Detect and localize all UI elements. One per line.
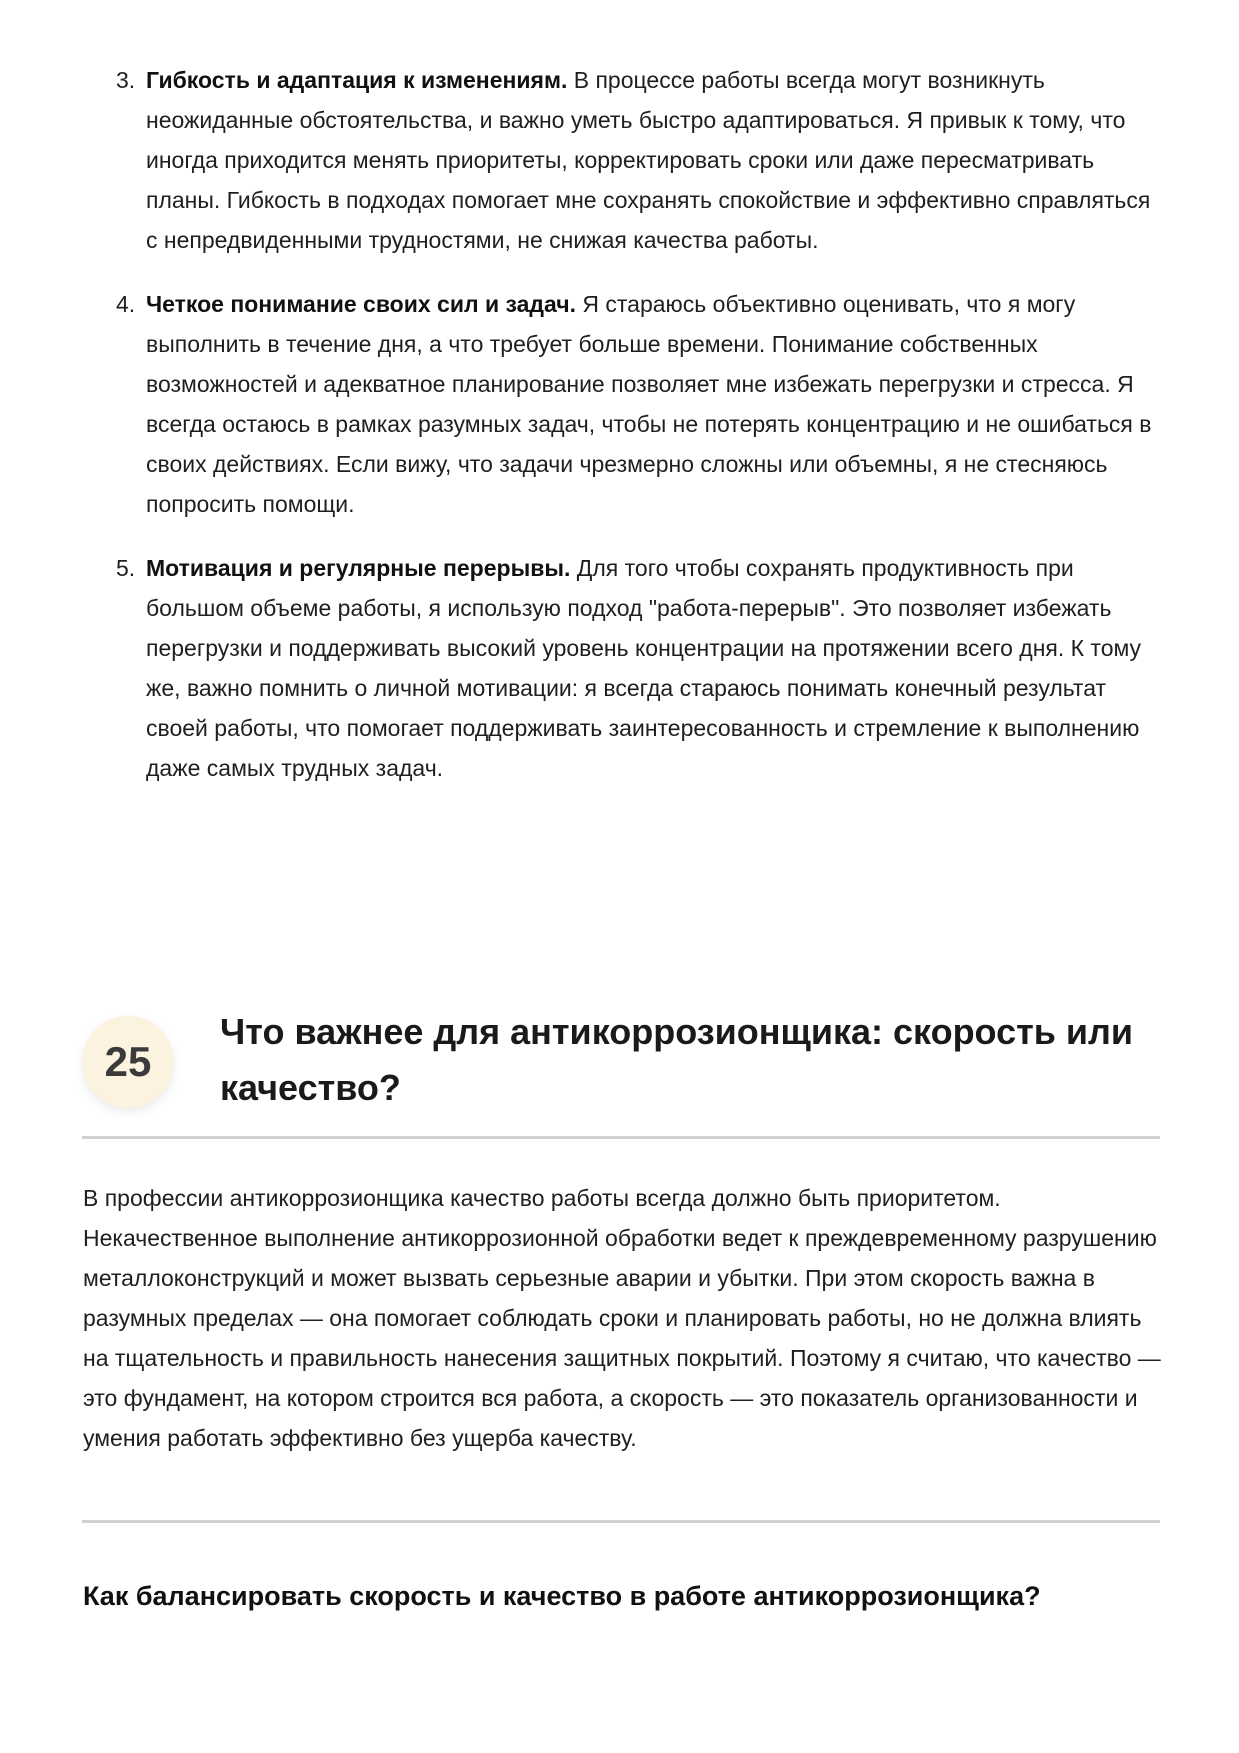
list-item-title: Мотивация и регулярные перерывы.	[146, 555, 571, 581]
list-item-title: Гибкость и адаптация к изменениям.	[146, 67, 568, 93]
section-divider	[82, 1520, 1160, 1523]
section-title: Что важнее для антикоррозионщика: скорость или качество?	[220, 1011, 1133, 1108]
section-header	[82, 1000, 1160, 1139]
list-item-text: Для того чтобы сохранять продуктивность при большом объеме работы, я использую подход "работа-перерыв". Это позволяет избежать перегрузки и поддерживать высокий уровень концентрации на протяжении всего дня. К тому же, важно помнить о личной мотивации: я всегда стараюсь понимать конечный результат своей работы, что помогает поддерживать заинтересованность и стремление к выполнению даже самых трудных задач.	[146, 555, 1142, 781]
list-item	[84, 284, 1164, 524]
section-number-badge: 25	[82, 1016, 174, 1108]
list-item-number: 3.	[116, 67, 136, 93]
numbered-list	[84, 60, 1164, 812]
list-item	[84, 548, 1164, 788]
list-item-number: 5.	[116, 555, 136, 581]
section-subheading: Как балансировать скорость и качество в работе антикоррозионщика?	[83, 1581, 1041, 1611]
list-item	[84, 60, 1164, 260]
list-item-number: 4.	[116, 291, 136, 317]
section-body-paragraph: В профессии антикоррозионщика качество работы всегда должно быть приоритетом. Некачественное выполнение антикоррозионной обработки ведет к преждевременному разрушению металлоконструкций и может вызвать серьезные аварии и убытки. При этом скорость важна в разумных пределах — она помогает соблюдать сроки и планировать работы, но не должна влиять на тщательность и правильность нанесения защитных покрытий. Поэтому я считаю, что качество — это фундамент, на котором строится вся работа, а скорость — это показатель организованности и умения работать эффективно без ущерба качеству.	[83, 1185, 1161, 1451]
list-item-text: В процессе работы всегда могут возникнуть неожиданные обстоятельства, и важно уметь быстро адаптироваться. Я привык к тому, что иногда приходится менять приоритеты, корректировать сроки или даже пересматривать планы. Гибкость в подходах помогает мне сохранять спокойствие и эффективно справляться с непредвиденными трудностями, не снижая качества работы.	[146, 67, 1151, 253]
list-item-text: Я стараюсь объективно оценивать, что я могу выполнить в течение дня, а что требует больше времени. Понимание собственных возможностей и адекватное планирование позволяет мне избежать перегрузки и стресса. Я всегда остаюсь в рамках разумных задач, чтобы не потерять концентрацию и не ошибаться в своих действиях. Если вижу, что задачи чрезмерно сложны или объемны, я не стесняюсь попросить помощи.	[146, 291, 1152, 517]
list-item-title: Четкое понимание своих сил и задач.	[146, 291, 576, 317]
